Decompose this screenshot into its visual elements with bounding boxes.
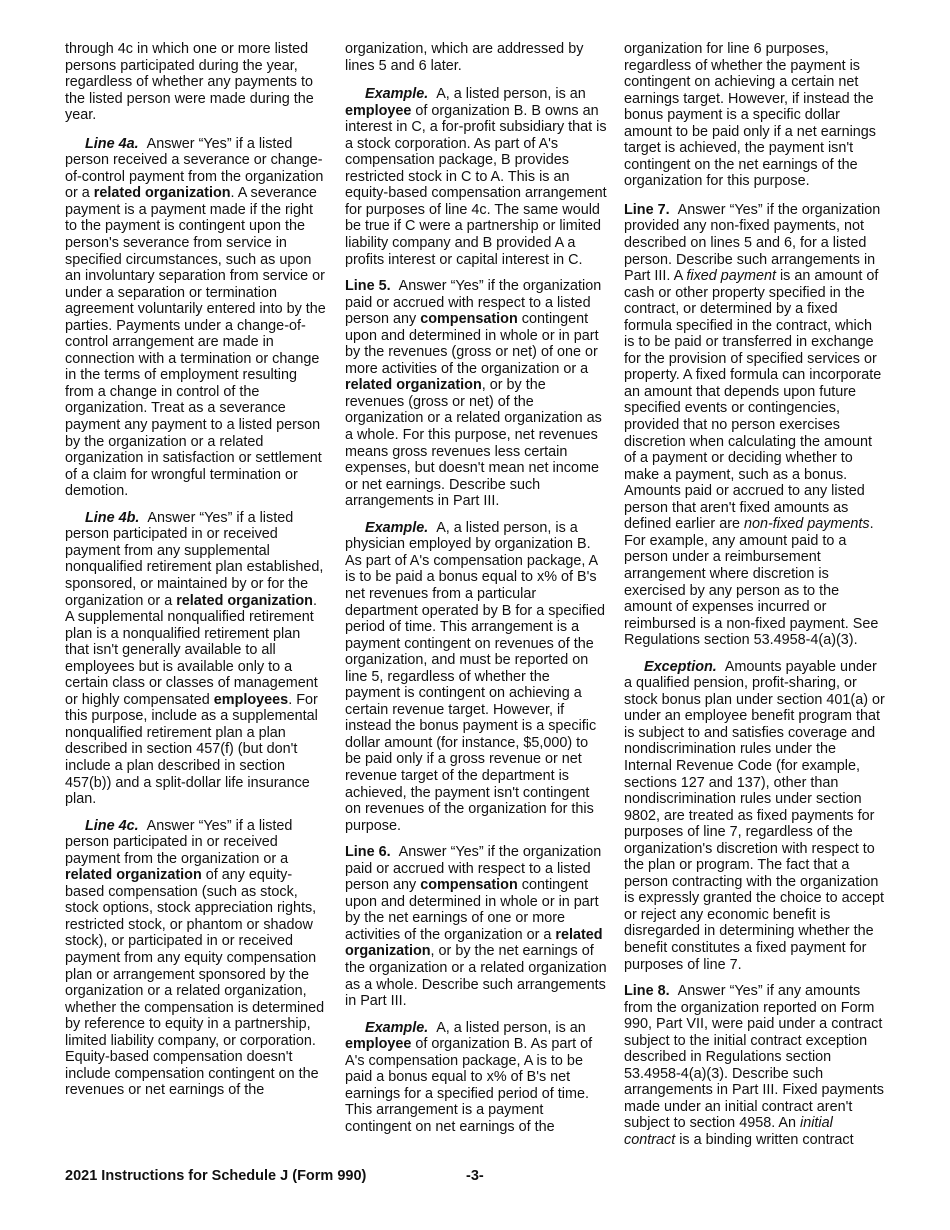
text: of organization B. As part of A's compensation package, A is to be paid a bonus equal to x% of B's net earnings for a specified period of time. This arrangement is a payment contingent on net earnings of the [345,1036,593,1135]
paragraph-line-5 [345,278,607,510]
heading-exception: Exception. [644,658,717,675]
text: , or by the revenues (gross or net) of the organization or a related organization as a whole. For this purpose, net revenues means gross revenues less certain expenses, but doesn't mean net income or net earnings. Describe such arrangements in Part III. [345,377,602,510]
paragraph-continuation: organization, which are addressed by lines 5 and 6 later. [345,41,584,74]
heading-example: Example. [365,519,429,536]
page-number: -3- [466,1168,484,1184]
term-compensation: compensation [420,311,518,328]
paragraph-line-7 [624,202,886,649]
term-non-fixed-payments: non-fixed payments [744,516,870,533]
text: contingent upon and determined in whole or in part by the revenues (gross or net) of one or more activities of the organization or a [345,311,599,377]
heading-line-5: Line 5. [345,278,391,295]
text: Answer “Yes” if the organization provided any non-fixed payments, not described on lines 5 and 6, for a listed person. Describe such arrangements in Part III. A [624,201,881,285]
text: . A supplemental nonqualified retirement plan is a nonqualified retirement plan that isn't generally available to all employees but is available only to a certain class or classes of management or highly compensated [65,592,318,708]
heading-line-8: Line 8. [624,983,670,1000]
paragraph-continuation: organization for line 6 purposes, regardless of whether the payment is contingent on achieving a certain net earnings target. However, if instead the bonus payment is a specific dollar amount to be paid only if a net earnings target is achieved, the payment isn't contingent on the net earnings of the organization for this purpose. [624,41,877,190]
heading-line-4b: Line 4b. [85,509,140,526]
text: is a binding written contract [675,1132,854,1148]
paragraph-exception [624,659,886,973]
term-related-organization: related organization [93,185,231,202]
term-compensation: compensation [420,877,518,894]
term-employee: employee [345,102,412,119]
text-column-middle [345,41,607,1145]
heading-example: Example. [365,86,429,103]
text: . A severance payment is a payment made if the right to the payment is contingent upon the person's severance from service in specified circumstances, such as upon an involuntary separation from service or under a separation or termination agreement voluntarily entered into by the parties. Payments under a change-of-control arrangement are made in connection with a termination or change in the terms of employment resulting from a change in control of the organization. Treat as a severance payment any payment to a listed person by the organization or a related organization in satisfaction or settlement of a claim for wrongful termination or demotion. [65,185,326,500]
paragraph-example-4c [345,86,607,268]
paragraph-line-4c [65,818,327,1099]
paragraph-example-5 [345,520,607,834]
text-column-left [65,41,327,1109]
heading-line-6: Line 6. [345,844,391,861]
text: Answer “Yes” if the organization paid or accrued with respect to a listed person any [345,278,602,328]
paragraph-line-4b [65,510,327,808]
text: Answer “Yes” if any amounts from the organization reported on Form 990, Part VII, were paid under a contract subject to the initial contract exception described in Regulations section 53.4958-4(a)(3). Describe such arrangements in Part III. Fixed payments made under an initial contract aren't subject to section 4958. An [624,983,884,1132]
text: Answer “Yes” if the organization paid or accrued with respect to a listed person any [345,844,602,894]
heading-line-7: Line 7. [624,201,670,218]
text: is an amount of cash or other property specified in the contract, or determined by a fixed formula specified in the contract, which is to be paid or transferred in exchange for the provision of specified services or property. A fixed formula can incorporate an amount that depends upon future specified events or contingencies, provided that no person exercises discretion when calculating the amount of a payment or deciding whether to make a payment, such as a bonus. Amounts paid or accrued to any listed person that aren't fixed amounts as defined earlier are [624,268,882,533]
paragraph-continuation: through 4c in which one or more listed persons participated during the year, regardless of whether any payments to the listed person were made during the year. [65,41,314,124]
text: Answer “Yes” if a listed person participated in or received payment from the organization or a [65,817,293,867]
text: of any equity-based compensation (such as stock, stock options, stock appreciation rights, restricted stock, or phantom or shadow stock), or participated in or received payment from any equity compensation plan or arrangement sponsored by the organization or a related organization, whether the compensation is determined by reference to equity in a partnership, limited liability company, or corporation. Equity-based compensation doesn't include compensation contingent on the revenues or net earnings of the [65,867,325,1099]
term-related-organization: related organization [345,926,603,960]
term-related-organization: related organization [176,592,313,609]
term-fixed-payment: fixed payment [686,268,776,285]
paragraph-line-6 [345,844,607,1009]
term-initial-contract: initial contract [624,1115,833,1148]
paragraph-line-8 [624,983,886,1148]
footer-title: 2021 Instructions for Schedule J (Form 990) [65,1168,367,1184]
text: . For example, any amount paid to a person under a reimbursement arrangement where discretion is exercised by any person as to the amount of expenses incurred or reimbursed is a non-fixed payment. See Regulations section 53.4958-4(a)(3). [624,516,879,649]
text: A, a listed person, is a physician employed by organization B. As part of A's compensation package, A is to be paid a bonus equal to x% of B's net revenues from a particular department operated by B for a specified period of time. This arrangement is a payment contingent on revenues of the organization, and must be reported on line 5, regardless of whether the payment is contingent on achieving a certain revenue target. However, if instead the bonus payment is a specific dollar amount (for instance, $5,000) to be paid only if a gross revenue or net revenue target of the department is achieved, the payment isn't contingent on revenues of the organization for this purpose. [345,519,605,834]
text-column-right [624,41,886,1159]
term-employees: employees [213,691,289,708]
text: , or by the net earnings of the organization or a related organization as a whole. Describe such arrangements in Part III. [345,943,607,1010]
heading-example: Example. [365,1019,429,1036]
term-related-organization: related organization [345,377,482,394]
term-employee: employee [345,1036,412,1053]
text: Answer “Yes” if a listed person participated in or received payment from any supplemental nonqualified retirement plan established, sponsored, or maintained by or for the organization or a [65,509,324,609]
text: . For this purpose, include as a supplemental nonqualified retirement plan a plan described in section 457(f) (but don't include a plan described in section 457(b)) and a split-dollar life insurance plan. [65,691,318,808]
text: Amounts payable under a qualified pension, profit-sharing, or stock bonus plan under section 401(a) or under an employee benefit program that is subject to and satisfies coverage and nondiscrimination rules under the Internal Revenue Code (for example, sections 127 and 137), other than nondiscrimination rules under section 9802, are treated as fixed payments for purposes of line 7, regardless of the organization's discretion with respect to the plan or program. The fact that a person contracting with the organization is expressly granted the choice to accept or reject any economic benefit is disregarded in determining whether the benefit constitutes a fixed payment for purposes of line 7. [624,658,885,973]
text: contingent upon and determined in whole or in part by the net earnings of one or more activities of the organization or a [345,877,599,943]
text: A, a listed person, is an [436,86,586,103]
paragraph-example-6 [345,1020,607,1136]
text: A, a listed person, is an [436,1019,586,1036]
text: of organization B. B owns an interest in C, a for-profit subsidiary that is a stock corporation. As part of A's compensation package, B provides restricted stock in C to A. This is an equity-based compensation arrangement for purposes of line 4c. The same would be true if C were a partnership or limited liability company and B provided A a profits interest or capital interest in C. [345,102,607,268]
text: Answer “Yes” if a listed person received a severance or change-of-control payment from the organization or a [65,135,324,202]
page-footer [65,1168,887,1186]
term-related-organization: related organization [65,867,202,884]
paragraph-line-4a [65,136,327,500]
heading-line-4a: Line 4a. [85,135,139,152]
heading-line-4c: Line 4c. [85,817,139,834]
